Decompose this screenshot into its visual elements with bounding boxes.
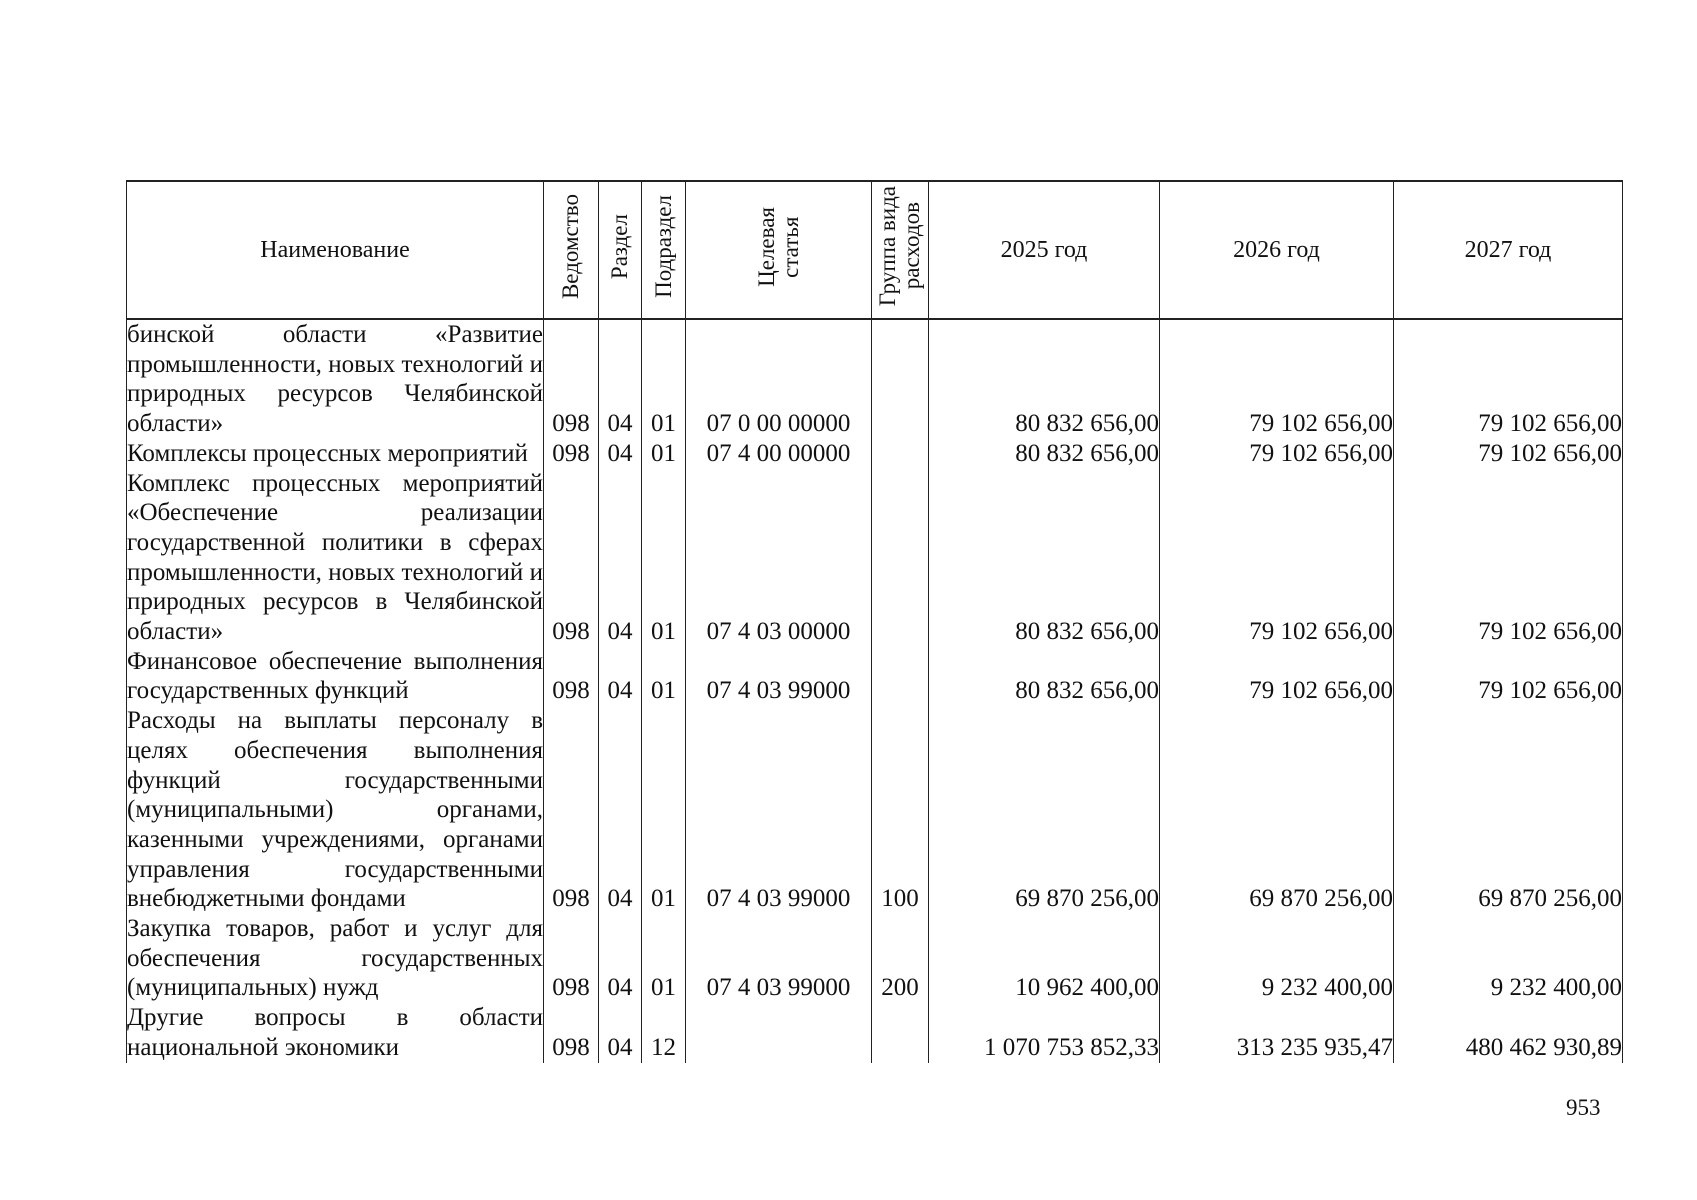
row-amount-2026: 79 102 656,00	[1160, 319, 1394, 439]
row-section: 04	[599, 1003, 642, 1062]
header-year-2027: 2027 год	[1394, 181, 1623, 319]
row-subsection: 01	[642, 469, 686, 647]
row-amount-2027: 9 232 400,00	[1394, 914, 1623, 1003]
row-amount-2025: 80 832 656,00	[929, 439, 1160, 469]
row-target-item: 07 4 03 99000	[686, 914, 872, 1003]
row-department: 098	[544, 647, 599, 706]
row-department: 098	[544, 319, 599, 439]
row-name: Комплексы процессных мероприятий	[127, 439, 544, 469]
row-target-item: 07 4 00 00000	[686, 439, 872, 469]
row-subsection: 12	[642, 1003, 686, 1062]
table-row	[127, 914, 1623, 1003]
header-section: Раздел	[599, 181, 642, 319]
row-amount-2025: 80 832 656,00	[929, 647, 1160, 706]
row-subsection: 01	[642, 914, 686, 1003]
row-name: Другие вопросы в области национальной экономики	[127, 1004, 543, 1061]
row-target-item: 07 4 03 00000	[686, 469, 872, 647]
row-expense-group	[872, 319, 929, 439]
row-expense-group	[872, 469, 929, 647]
row-target-item	[686, 1003, 872, 1062]
row-expense-group	[872, 647, 929, 706]
page-number: 953	[1566, 1095, 1601, 1120]
table-row	[127, 319, 1623, 439]
row-amount-2026: 69 870 256,00	[1160, 706, 1394, 914]
header-subsection: Подраздел	[642, 181, 686, 319]
row-name: Финансовое обеспечение выполнения государственных функций	[127, 647, 543, 705]
header-year-2025: 2025 год	[929, 181, 1160, 319]
row-name: бинской области «Развитие промышленности, новых технологий и природных ресурсов Челябинской области»	[127, 321, 543, 438]
row-department: 098	[544, 914, 599, 1003]
table-row	[127, 1003, 1623, 1062]
row-subsection: 01	[642, 647, 686, 706]
row-amount-2027: 79 102 656,00	[1394, 647, 1623, 706]
table-row	[127, 706, 1623, 914]
row-section: 04	[599, 647, 642, 706]
row-amount-2027: 69 870 256,00	[1394, 706, 1623, 914]
row-amount-2025: 80 832 656,00	[929, 469, 1160, 647]
row-section: 04	[599, 469, 642, 647]
row-department: 098	[544, 439, 599, 469]
row-expense-group	[872, 1003, 929, 1062]
row-subsection: 01	[642, 439, 686, 469]
row-name: Расходы на выплаты персоналу в целях обеспечения выполнения функций государственными (муниципальными) органами, казенными учреждениями, органами управления государственными внебюджетными фондами	[127, 707, 543, 913]
row-subsection: 01	[642, 319, 686, 439]
row-amount-2025: 80 832 656,00	[929, 319, 1160, 439]
header-name: Наименование	[127, 181, 544, 319]
row-amount-2025: 1 070 753 852,33	[929, 1003, 1160, 1062]
row-expense-group: 100	[872, 706, 929, 914]
table-row	[127, 469, 1623, 647]
table-row	[127, 439, 1623, 469]
row-target-item: 07 0 00 00000	[686, 319, 872, 439]
table-row	[127, 647, 1623, 706]
row-amount-2026: 79 102 656,00	[1160, 439, 1394, 469]
row-amount-2027: 79 102 656,00	[1394, 319, 1623, 439]
header-expense-group: Группа вида расходов	[872, 181, 929, 319]
row-amount-2026: 79 102 656,00	[1160, 647, 1394, 706]
row-section: 04	[599, 319, 642, 439]
row-department: 098	[544, 1003, 599, 1062]
row-department: 098	[544, 469, 599, 647]
row-amount-2026: 9 232 400,00	[1160, 914, 1394, 1003]
row-amount-2025: 10 962 400,00	[929, 914, 1160, 1003]
header-department: Ведомство	[544, 181, 599, 319]
row-amount-2027: 480 462 930,89	[1394, 1003, 1623, 1062]
row-target-item: 07 4 03 99000	[686, 706, 872, 914]
row-name: Закупка товаров, работ и услуг для обеспечения государственных (муниципальных) нужд	[127, 915, 543, 1002]
row-section: 04	[599, 914, 642, 1003]
row-department: 098	[544, 706, 599, 914]
row-amount-2025: 69 870 256,00	[929, 706, 1160, 914]
row-target-item: 07 4 03 99000	[686, 647, 872, 706]
budget-table	[126, 180, 1623, 1063]
row-expense-group: 200	[872, 914, 929, 1003]
row-subsection: 01	[642, 706, 686, 914]
row-section: 04	[599, 439, 642, 469]
row-expense-group	[872, 439, 929, 469]
row-section: 04	[599, 706, 642, 914]
row-amount-2027: 79 102 656,00	[1394, 469, 1623, 647]
header-year-2026: 2026 год	[1160, 181, 1394, 319]
row-name: Комплекс процессных мероприятий «Обеспечение реализации государственной политики в сферах промышленности, новых технологий и природных ресурсов в Челябинской области»	[127, 469, 543, 646]
row-amount-2026: 313 235 935,47	[1160, 1003, 1394, 1062]
row-amount-2027: 79 102 656,00	[1394, 439, 1623, 469]
header-target-item: Целевая статья	[686, 181, 872, 319]
row-amount-2026: 79 102 656,00	[1160, 469, 1394, 647]
table-header-row	[127, 181, 1623, 319]
